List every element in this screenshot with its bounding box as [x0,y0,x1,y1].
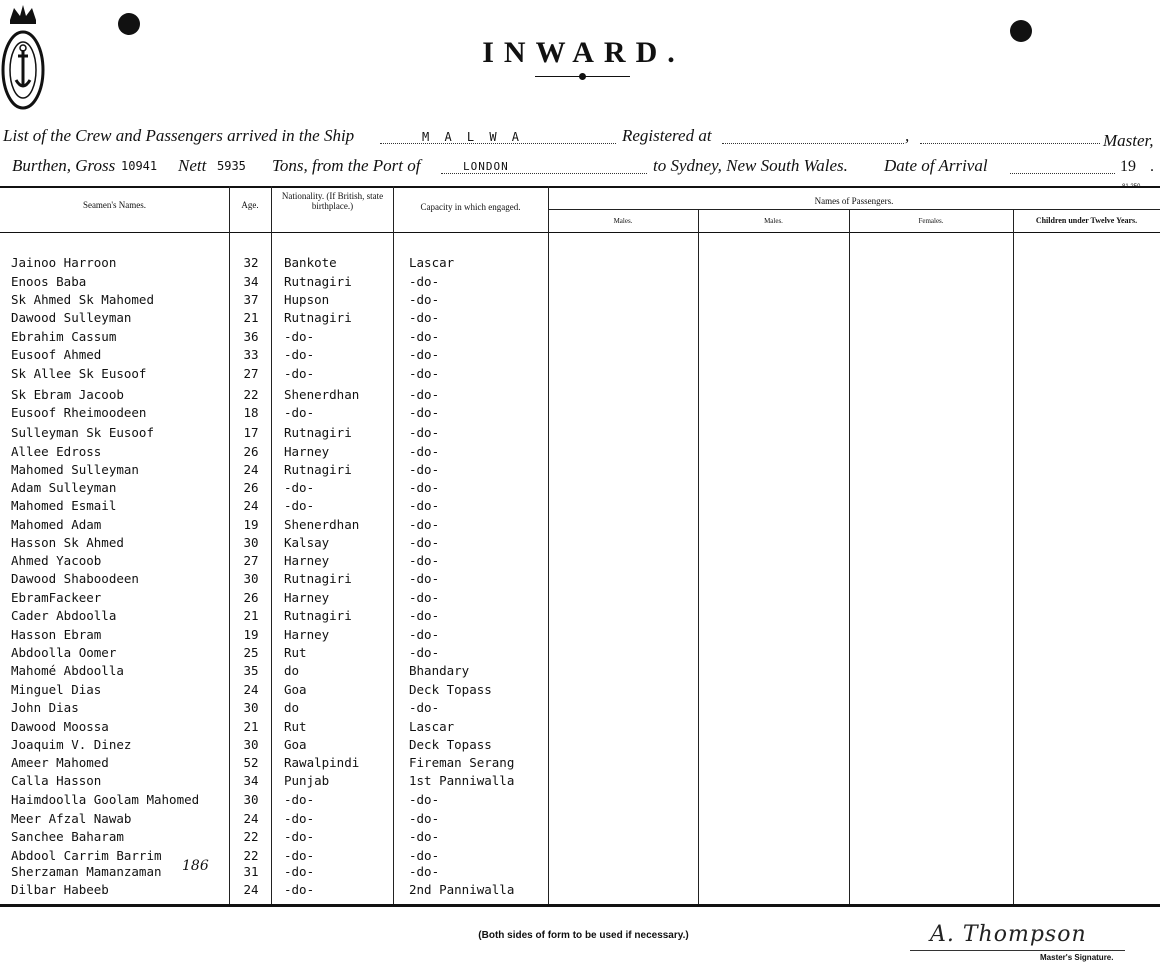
seaman-capacity: -do- [409,535,440,550]
header-males-1: Males. [613,217,633,225]
seaman-nationality: -do- [284,329,315,344]
port-value: LONDON [463,160,509,173]
seaman-capacity: -do- [409,608,440,623]
seaman-capacity: -do- [409,571,440,586]
seaman-age: 36 [243,329,259,344]
seaman-nationality: do [284,700,300,715]
gross-value: 10941 [121,159,158,173]
seaman-capacity: -do- [409,329,440,344]
seaman-nationality: -do- [284,829,315,844]
seaman-age: 26 [243,480,259,495]
seaman-name: Ameer Mahomed [11,755,109,770]
seaman-nationality: -do- [284,366,315,381]
seaman-name: Sk Ebram Jacoob [11,387,124,402]
seaman-name: Haimdoolla Goolam Mahomed [11,792,200,807]
seaman-nationality: Shenerdhan [284,517,360,532]
table-bottom-rule [0,904,1160,907]
seaman-capacity: -do- [409,829,440,844]
seaman-age: 31 [243,864,259,879]
seaman-nationality: Rut [284,645,307,660]
seaman-nationality: Bankote [284,255,337,270]
footer-note: (Both sides of form to be used if necessary.) [478,930,689,941]
seaman-nationality: -do- [284,882,315,897]
seaman-age: 24 [243,882,259,897]
signature-line [910,950,1125,951]
seaman-capacity: Fireman Serang [409,755,515,770]
seaman-name: Hasson Sk Ahmed [11,535,124,550]
seaman-capacity: -do- [409,480,440,495]
table-header-rule [0,232,1160,233]
seaman-age: 37 [243,292,259,307]
seaman-nationality: Hupson [284,292,330,307]
seaman-name: Mahomed Adam [11,517,102,532]
arrival-date-field-line [1010,172,1115,174]
seaman-name: Mahomed Sulleyman [11,462,139,477]
seaman-name: Eusoof Rheimoodeen [11,405,147,420]
seaman-capacity: -do- [409,387,440,402]
seaman-name: Abdool Carrim Barrim [11,848,162,863]
seaman-name: Joaquim V. Dinez [11,737,132,752]
seaman-capacity: Lascar [409,719,455,734]
margin-note: 186 [182,858,209,874]
seaman-capacity: -do- [409,811,440,826]
seaman-capacity: -do- [409,864,440,879]
seaman-age: 22 [243,848,259,863]
seaman-nationality: Goa [284,737,307,752]
header-capacity: Capacity in which engaged. [420,202,521,212]
nett-label: Nett [178,156,207,175]
seaman-nationality: Harney [284,590,330,605]
seaman-capacity: -do- [409,347,440,362]
seaman-age: 30 [243,571,259,586]
seaman-nationality: Shenerdhan [284,387,360,402]
header-children: Children under Twelve Years. [1035,216,1138,225]
column-divider [698,210,699,904]
punch-hole-left [118,13,140,35]
seaman-name: Sulleyman Sk Eusoof [11,425,154,440]
seaman-name: Meer Afzal Nawab [11,811,132,826]
seaman-capacity: -do- [409,498,440,513]
seaman-name: Jainoo Harroon [11,255,117,270]
tons-label: Tons, from the Port of [272,156,421,175]
seaman-name: Dilbar Habeeb [11,882,109,897]
seaman-name: Dawood Sulleyman [11,310,132,325]
header-age: Age. [241,200,259,210]
seaman-name: Calla Hasson [11,773,102,788]
seaman-age: 26 [243,444,259,459]
seaman-age: 30 [243,700,259,715]
seaman-name: Mahomed Esmail [11,498,117,513]
seaman-capacity: -do- [409,292,440,307]
title-ornament [579,73,586,80]
seaman-name: Mahomé Abdoolla [11,663,124,678]
seaman-capacity: -do- [409,462,440,477]
seaman-nationality: Goa [284,682,307,697]
page-title: INWARD. [482,36,685,69]
seaman-nationality: Punjab [284,773,330,788]
seaman-nationality: Rut [284,719,307,734]
seaman-capacity: 2nd Panniwalla [409,882,515,897]
seaman-nationality: Harney [284,444,330,459]
seaman-age: 24 [243,811,259,826]
seaman-age: 25 [243,645,259,660]
burthen-label: Burthen, Gross [12,156,116,175]
seaman-age: 52 [243,755,259,770]
seaman-age: 21 [243,310,259,325]
master-label: Master, [1103,131,1154,150]
seaman-nationality: -do- [284,792,315,807]
destination-label: to Sydney, New South Wales. [653,156,848,175]
list-caption: List of the Crew and Passengers arrived in the Ship [3,126,355,145]
registered-field-line [722,142,904,144]
seaman-name: Hasson Ebram [11,627,102,642]
seaman-capacity: -do- [409,425,440,440]
header-nationality: Nationality. (If British, state birthplace.) [281,191,384,211]
column-divider [229,186,230,904]
seaman-capacity: 1st Panniwalla [409,773,515,788]
seaman-name: Sk Ahmed Sk Mahomed [11,292,154,307]
seaman-nationality: Rutnagiri [284,571,352,586]
seaman-age: 32 [243,255,259,270]
seaman-nationality: Rutnagiri [284,425,352,440]
seaman-name: Ebrahim Cassum [11,329,117,344]
seaman-age: 19 [243,517,259,532]
seaman-age: 34 [243,773,259,788]
seaman-name: Sherzaman Mamanzaman [11,864,162,879]
seaman-nationality: -do- [284,347,315,362]
year-period: . [1150,158,1154,175]
seaman-capacity: -do- [409,700,440,715]
comma: , [905,126,910,145]
seaman-name: Dawood Shaboodeen [11,571,139,586]
seaman-age: 27 [243,553,259,568]
seaman-capacity: -do- [409,792,440,807]
seaman-capacity: -do- [409,553,440,568]
seaman-capacity: -do- [409,310,440,325]
seaman-name: Cader Abdoolla [11,608,117,623]
seaman-age: 30 [243,792,259,807]
seaman-nationality: Rutnagiri [284,462,352,477]
header-males-2: Males. [764,217,783,225]
seaman-capacity: -do- [409,517,440,532]
seaman-capacity: Bhandary [409,663,470,678]
seaman-age: 19 [243,627,259,642]
seaman-capacity: -do- [409,274,440,289]
seaman-age: 17 [243,425,259,440]
seaman-name: Eusoof Ahmed [11,347,102,362]
seaman-age: 30 [243,737,259,752]
seaman-nationality: -do- [284,864,315,879]
seaman-name: Sk Allee Sk Eusoof [11,366,147,381]
seaman-name: John Dias [11,700,79,715]
column-divider [1013,210,1014,904]
seaman-capacity: -do- [409,645,440,660]
seaman-name: EbramFackeer [11,590,102,605]
seaman-nationality: -do- [284,405,315,420]
seaman-nationality: Harney [284,627,330,642]
column-divider [849,210,850,904]
seaman-age: 21 [243,719,259,734]
header-passengers: Names of Passengers. [814,196,894,206]
seaman-capacity: -do- [409,405,440,420]
seaman-age: 27 [243,366,259,381]
seaman-age: 35 [243,663,259,678]
master-field-line [920,142,1100,144]
table-top-rule [0,186,1160,188]
seaman-age: 18 [243,405,259,420]
header-females: Females. [918,217,944,225]
seaman-nationality: -do- [284,848,315,863]
seaman-name: Abdoolla Oomer [11,645,117,660]
seaman-age: 24 [243,462,259,477]
seaman-capacity: Deck Topass [409,682,492,697]
seaman-age: 34 [243,274,259,289]
year-prefix: 19 [1120,158,1136,175]
seaman-nationality: -do- [284,811,315,826]
seaman-capacity: -do- [409,444,440,459]
seaman-nationality: -do- [284,498,315,513]
seaman-age: 24 [243,682,259,697]
master-signature: A. Thompson [930,922,1087,947]
column-divider [548,186,549,904]
seaman-age: 33 [243,347,259,362]
seaman-nationality: Rutnagiri [284,608,352,623]
seaman-nationality: Rawalpindi [284,755,360,770]
arrival-date-label: Date of Arrival [884,156,988,175]
seaman-name: Enoos Baba [11,274,87,289]
seaman-age: 24 [243,498,259,513]
registered-label: Registered at [622,126,712,145]
signature-label: Master's Signature. [1040,953,1114,962]
seaman-name: Sanchee Baharam [11,829,124,844]
column-divider [393,186,394,904]
seaman-capacity: -do- [409,848,440,863]
seaman-capacity: Lascar [409,255,455,270]
header-seamens-names: Seamen's Names. [82,200,147,210]
seaman-name: Adam Sulleyman [11,480,117,495]
column-divider [271,186,272,904]
passengers-subheader-rule [548,209,1160,210]
seaman-age: 21 [243,608,259,623]
seaman-nationality: Rutnagiri [284,310,352,325]
seaman-age: 26 [243,590,259,605]
seaman-name: Ahmed Yacoob [11,553,102,568]
seaman-nationality: Kalsay [284,535,330,550]
seaman-age: 22 [243,387,259,402]
seaman-name: Allee Edross [11,444,102,459]
seaman-capacity: -do- [409,627,440,642]
seaman-name: Minguel Dias [11,682,102,697]
seaman-nationality: do [284,663,300,678]
seaman-age: 30 [243,535,259,550]
nett-value: 5935 [217,159,246,173]
seaman-nationality: -do- [284,480,315,495]
seaman-capacity: Deck Topass [409,737,492,752]
seaman-name: Dawood Moossa [11,719,109,734]
seaman-capacity: -do- [409,366,440,381]
seaman-nationality: Harney [284,553,330,568]
seaman-nationality: Rutnagiri [284,274,352,289]
seaman-capacity: -do- [409,590,440,605]
seaman-age: 22 [243,829,259,844]
ship-name: M A L W A [422,130,524,144]
